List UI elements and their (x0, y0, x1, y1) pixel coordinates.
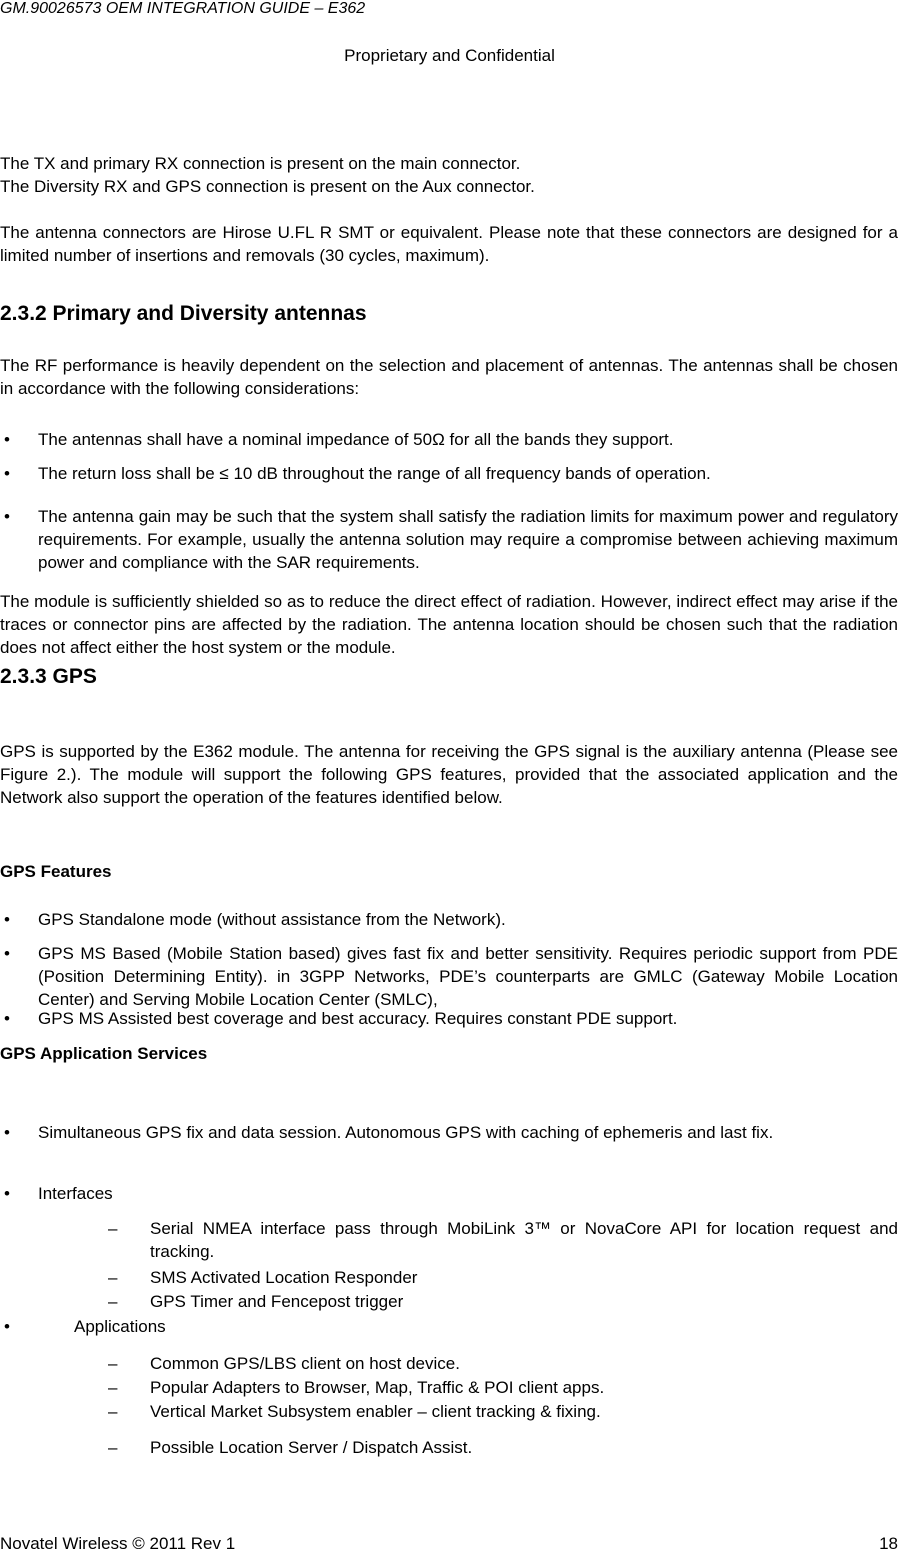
application-text: Possible Location Server / Dispatch Assist. (150, 1438, 473, 1457)
dash-mark: – (108, 1354, 118, 1373)
document-title: GM.90026573 OEM INTEGRATION GUIDE – E362 (0, 0, 366, 17)
intro-line-2: The Diversity RX and GPS connection is present on the Aux connector. (0, 177, 535, 196)
bullet-text: The return loss shall be ≤ 10 dB throughout the range of all frequency bands of operation. (38, 464, 711, 483)
section-heading-2-3-3: 2.3.3 GPS (0, 665, 97, 688)
dash-mark: – (108, 1268, 118, 1287)
application-text: Common GPS/LBS client on host device. (150, 1354, 460, 1373)
bullet-text: GPS Standalone mode (without assistance from the Network). (38, 910, 506, 929)
bullet-text: Interfaces (38, 1184, 113, 1203)
bullet-mark: • (4, 1317, 10, 1336)
confidentiality-notice: Proprietary and Confidential (344, 46, 555, 65)
bullet-text: GPS MS Based (Mobile Station based) gives fast fix and better sensitivity. Requires periodic support from PDE (Position Determining Entity). in 3GPP Networks, PDE’s counterparts are GMLC (Gateway Mobile Location Center) and Serving Mobile Location Center (SMLC), (38, 944, 898, 1009)
intro-line-1: The TX and primary RX connection is present on the main connector. (0, 154, 521, 173)
bullet-mark: • (4, 910, 10, 929)
bullet-text: Applications (74, 1317, 166, 1336)
bullet-mark: • (4, 1123, 10, 1142)
footer-copyright: Novatel Wireless © 2011 Rev 1 (0, 1534, 236, 1553)
interface-text: GPS Timer and Fencepost trigger (150, 1292, 404, 1311)
bullet-mark: • (4, 1009, 10, 1028)
application-text: Popular Adapters to Browser, Map, Traffic & POI client apps. (150, 1378, 605, 1397)
bullet-text: The antenna gain may be such that the system shall satisfy the radiation limits for maximum power and regulatory requirements. For example, usually the antenna solution may require a compromise between achieving maximum power and compliance with the SAR requirements. (38, 507, 898, 572)
bullet-mark: • (4, 944, 10, 963)
dash-mark: – (108, 1438, 118, 1457)
dash-mark: – (108, 1219, 118, 1238)
gps-services-heading: GPS Application Services (0, 1044, 208, 1063)
application-text: Vertical Market Subsystem enabler – client tracking & fixing. (150, 1402, 601, 1421)
interface-text: Serial NMEA interface pass through MobiLink 3™ or NovaCore API for location request and tracking. (150, 1219, 898, 1261)
page-number: 18 (879, 1534, 898, 1553)
bullet-mark: • (4, 464, 10, 483)
bullet-mark: • (4, 507, 10, 526)
gps-intro-paragraph: GPS is supported by the E362 module. The antenna for receiving the GPS signal is the auxiliary antenna (Please see Figure 2.). The module will support the following GPS features, provided that the associated application and the Network also support the operation of the features identified below. (0, 742, 898, 807)
bullet-text: The antennas shall have a nominal impedance of 50Ω for all the bands they support. (38, 430, 674, 449)
shielding-paragraph: The module is sufficiently shielded so as to reduce the direct effect of radiation. However, indirect effect may arise if the traces or connector pins are affected by the radiation. The antenna location should be chosen such that the radiation does not affect either the host system or the module. (0, 592, 898, 657)
bullet-mark: • (4, 1184, 10, 1203)
dash-mark: – (108, 1292, 118, 1311)
connector-paragraph: The antenna connectors are Hirose U.FL R SMT or equivalent. Please note that these connectors are designed for a limited number of insertions and removals (30 cycles, maximum). (0, 223, 898, 265)
section-heading-2-3-2: 2.3.2 Primary and Diversity antennas (0, 302, 367, 325)
antennas-intro-paragraph: The RF performance is heavily dependent on the selection and placement of antennas. The antennas shall be chosen in accordance with the following considerations: (0, 356, 898, 398)
dash-mark: – (108, 1402, 118, 1421)
bullet-text: Simultaneous GPS fix and data session. Autonomous GPS with caching of ephemeris and last fix. (38, 1123, 774, 1142)
interface-text: SMS Activated Location Responder (150, 1268, 418, 1287)
gps-features-heading: GPS Features (0, 862, 112, 881)
bullet-mark: • (4, 430, 10, 449)
bullet-text: GPS MS Assisted best coverage and best accuracy. Requires constant PDE support. (38, 1009, 678, 1028)
dash-mark: – (108, 1378, 118, 1397)
